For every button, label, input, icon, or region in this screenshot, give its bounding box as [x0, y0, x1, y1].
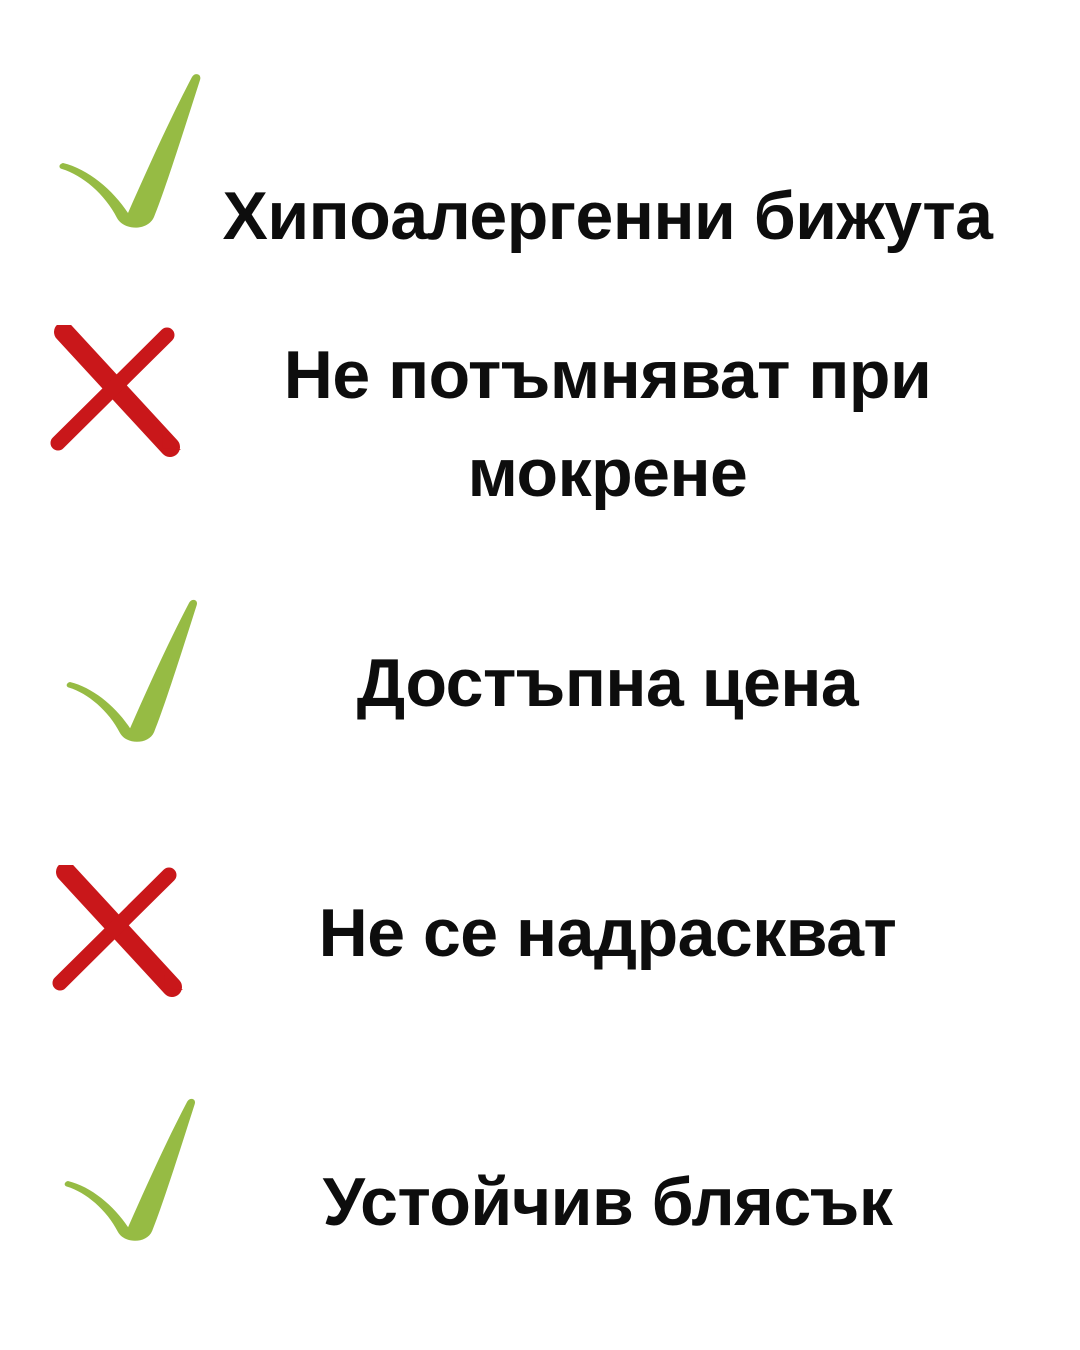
check-icon	[55, 70, 203, 230]
check-icon	[55, 1095, 203, 1243]
list-item-label: Достъпна цена	[356, 645, 859, 721]
list-item	[0, 1090, 1080, 1245]
cross-icon	[52, 865, 187, 997]
check-icon	[60, 596, 202, 744]
list-item	[0, 323, 1080, 533]
list-item	[0, 70, 1080, 254]
list-item-label: Устойчив блясък	[322, 1164, 893, 1240]
list-item-label: Не се надраскват	[318, 895, 897, 971]
list-item-label: Хипоалергенни бижута	[222, 178, 993, 254]
check-icon-shape	[59, 74, 200, 227]
list-item-label: Не потъмняват при мокрене	[283, 337, 932, 511]
list-item	[0, 595, 1080, 745]
cross-icon	[50, 325, 185, 457]
check-icon-shape	[67, 600, 197, 742]
list-item	[0, 865, 1080, 1000]
check-icon-shape	[65, 1099, 195, 1241]
